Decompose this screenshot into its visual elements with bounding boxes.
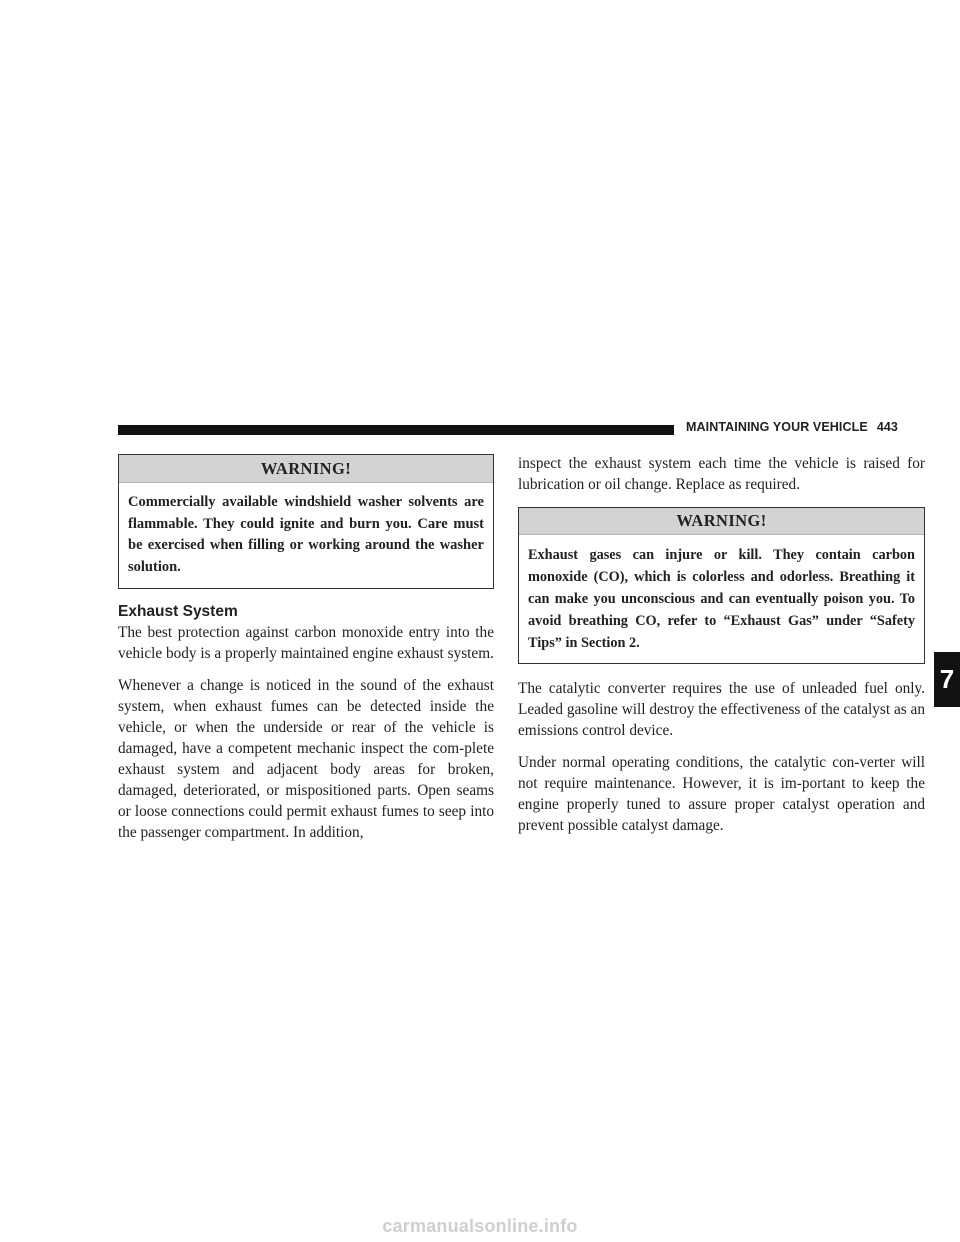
warning-text: Commercially available windshield washer solvents are flammable. They could ignite and burn you. Care must be exercised when filling or working around the washer solution. [128,494,484,576]
page-number: 443 [876,420,898,434]
paragraph: The best protection against carbon monoxide entry into the vehicle body is a properly maintained engine exhaust system. [118,623,494,662]
running-header [686,420,898,434]
paragraph: Whenever a change is noticed in the sound of the exhaust system, when exhaust fumes can be detected inside the vehicle, or when the underside or rear of the vehicle is damaged, have a competent mechanic inspect the com-plete exhaust system and adjacent body areas for broken, damaged, deteriorated, or mispositioned parts. Open seams or loose connections could permit exhaust fumes to seep into the passenger compartment. In addition, [118,676,494,841]
header-rule [118,425,674,435]
warning-box-washer-solvent [118,454,494,589]
right-column [518,453,925,847]
paragraph: Under normal operating conditions, the catalytic con-verter will not require maintenance. However, it is im-portant to keep the engine properly tuned to assure proper catalyst operation and prevent possible catalyst damage. [518,754,925,834]
section-tab: 7 [934,652,960,707]
chapter-title: MAINTAINING YOUR VEHICLE [686,420,868,434]
warning-title: WARNING! [519,508,924,535]
left-column [118,454,494,854]
warning-title: WARNING! [119,455,493,483]
warning-text: Exhaust gases can injure or kill. They contain carbon monoxide (CO), which is colorless and odorless. Breathing it can make you unconscious and can eventually poison you. To avoid breathing CO, refer to “Exhaust Gas” under “Safety Tips” in Section 2. [528,547,915,651]
paragraph: The catalytic converter requires the use of unleaded fuel only. Leaded gasoline will destroy the effectiveness of the catalyst as an emissions control device. [518,680,925,739]
paragraph-continuation: inspect the exhaust system each time the vehicle is raised for lubrication or oil change. Replace as required. [518,455,925,493]
watermark: carmanualsonline.info [382,1216,578,1236]
warning-box-exhaust-gas [518,507,925,664]
section-heading: Exhaust System [118,602,238,620]
